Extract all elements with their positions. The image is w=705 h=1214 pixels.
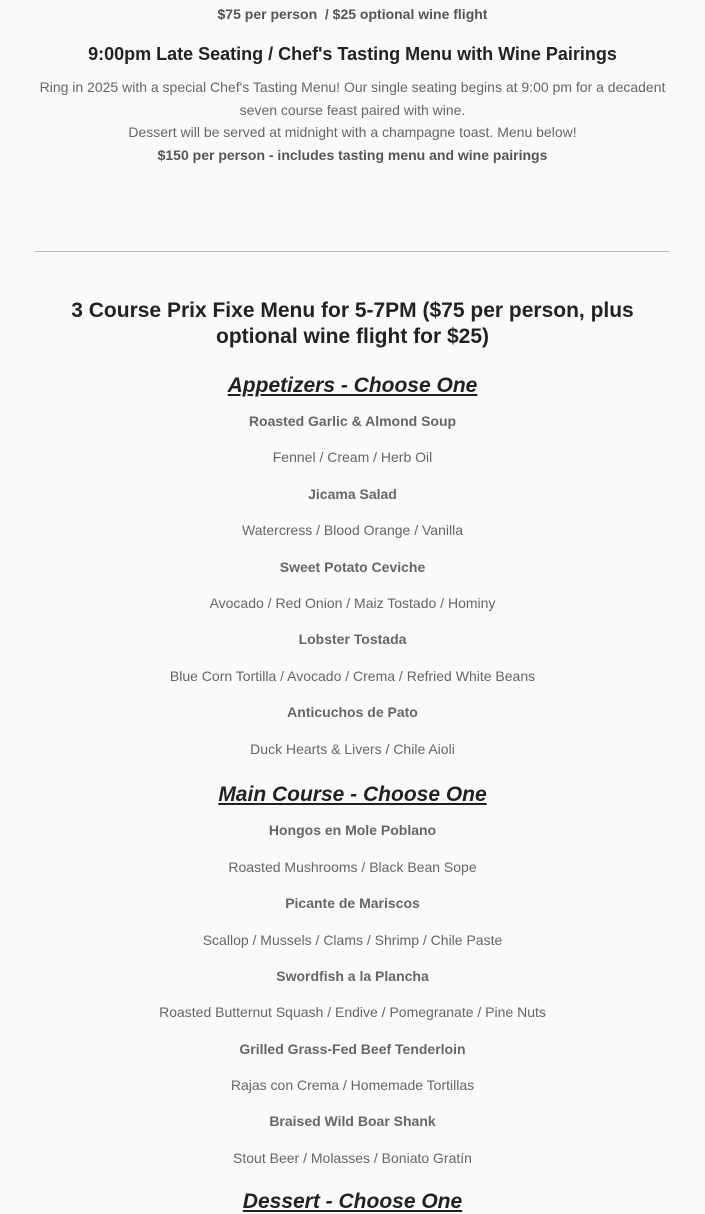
- main-course-description: Scallop / Mussels / Clams / Shrimp / Chile Paste: [202, 932, 503, 948]
- appetizer-name: Jicama Salad: [308, 486, 397, 502]
- main-course-name: Braised Wild Boar Shank: [269, 1113, 436, 1129]
- section-divider: [35, 251, 670, 252]
- appetizer-name: Roasted Garlic & Almond Soup: [248, 413, 457, 429]
- main-course-description: Rajas con Crema / Homemade Tortillas: [230, 1077, 475, 1093]
- appetizer-name: Lobster Tostada: [298, 631, 407, 647]
- late-seating-dessert-note: Dessert will be served at midnight with a champagne toast. Menu below!: [128, 124, 577, 140]
- main-course-name: Hongos en Mole Poblano: [268, 822, 437, 838]
- late-seating-price: $150 per person - includes tasting menu and wine pairings: [157, 146, 548, 163]
- appetizer-name: Sweet Potato Ceviche: [279, 559, 426, 575]
- main-course-heading: Main Course - Choose One: [218, 783, 487, 806]
- main-course-name: Swordfish a la Plancha: [276, 968, 429, 984]
- late-seating-intro: Ring in 2025 with a special Chef's Tasting Menu! Our single seating begins at 9:00 pm for a decadent seven course feast paired with wine.: [39, 79, 666, 118]
- appetizer-name: Anticuchos de Pato: [287, 704, 418, 720]
- main-course-name: Picante de Mariscos: [285, 895, 420, 911]
- appetizer-description: Duck Hearts & Livers / Chile Aioli: [250, 741, 455, 757]
- prix-fixe-title: 3 Course Prix Fixe Menu for 5-7PM ($75 per person, plus optional wine flight for $25): [71, 299, 634, 348]
- main-course-description: Roasted Butternut Squash / Endive / Pomegranate / Pine Nuts: [159, 1004, 546, 1020]
- appetizer-description: Fennel / Cream / Herb Oil: [272, 449, 433, 465]
- early-seating-price: $75 per person / $25 optional wine flight: [217, 6, 488, 22]
- appetizer-description: Blue Corn Tortilla / Avocado / Crema / Refried White Beans: [169, 668, 536, 684]
- main-course-description: Roasted Mushrooms / Black Bean Sope: [228, 859, 477, 875]
- appetizer-description: Avocado / Red Onion / Maiz Tostado / Hominy: [209, 595, 496, 611]
- main-course-description: Stout Beer / Molasses / Boniato Gratín: [233, 1150, 472, 1166]
- dessert-heading: Dessert - Choose One: [242, 1190, 463, 1213]
- appetizers-heading: Appetizers - Choose One: [227, 374, 478, 397]
- late-seating-title: 9:00pm Late Seating / Chef's Tasting Menu with Wine Pairings: [88, 44, 617, 64]
- appetizer-description: Watercress / Blood Orange / Vanilla: [242, 522, 463, 538]
- main-course-name: Grilled Grass-Fed Beef Tenderloin: [239, 1041, 466, 1057]
- late-seating-description: [30, 76, 675, 166]
